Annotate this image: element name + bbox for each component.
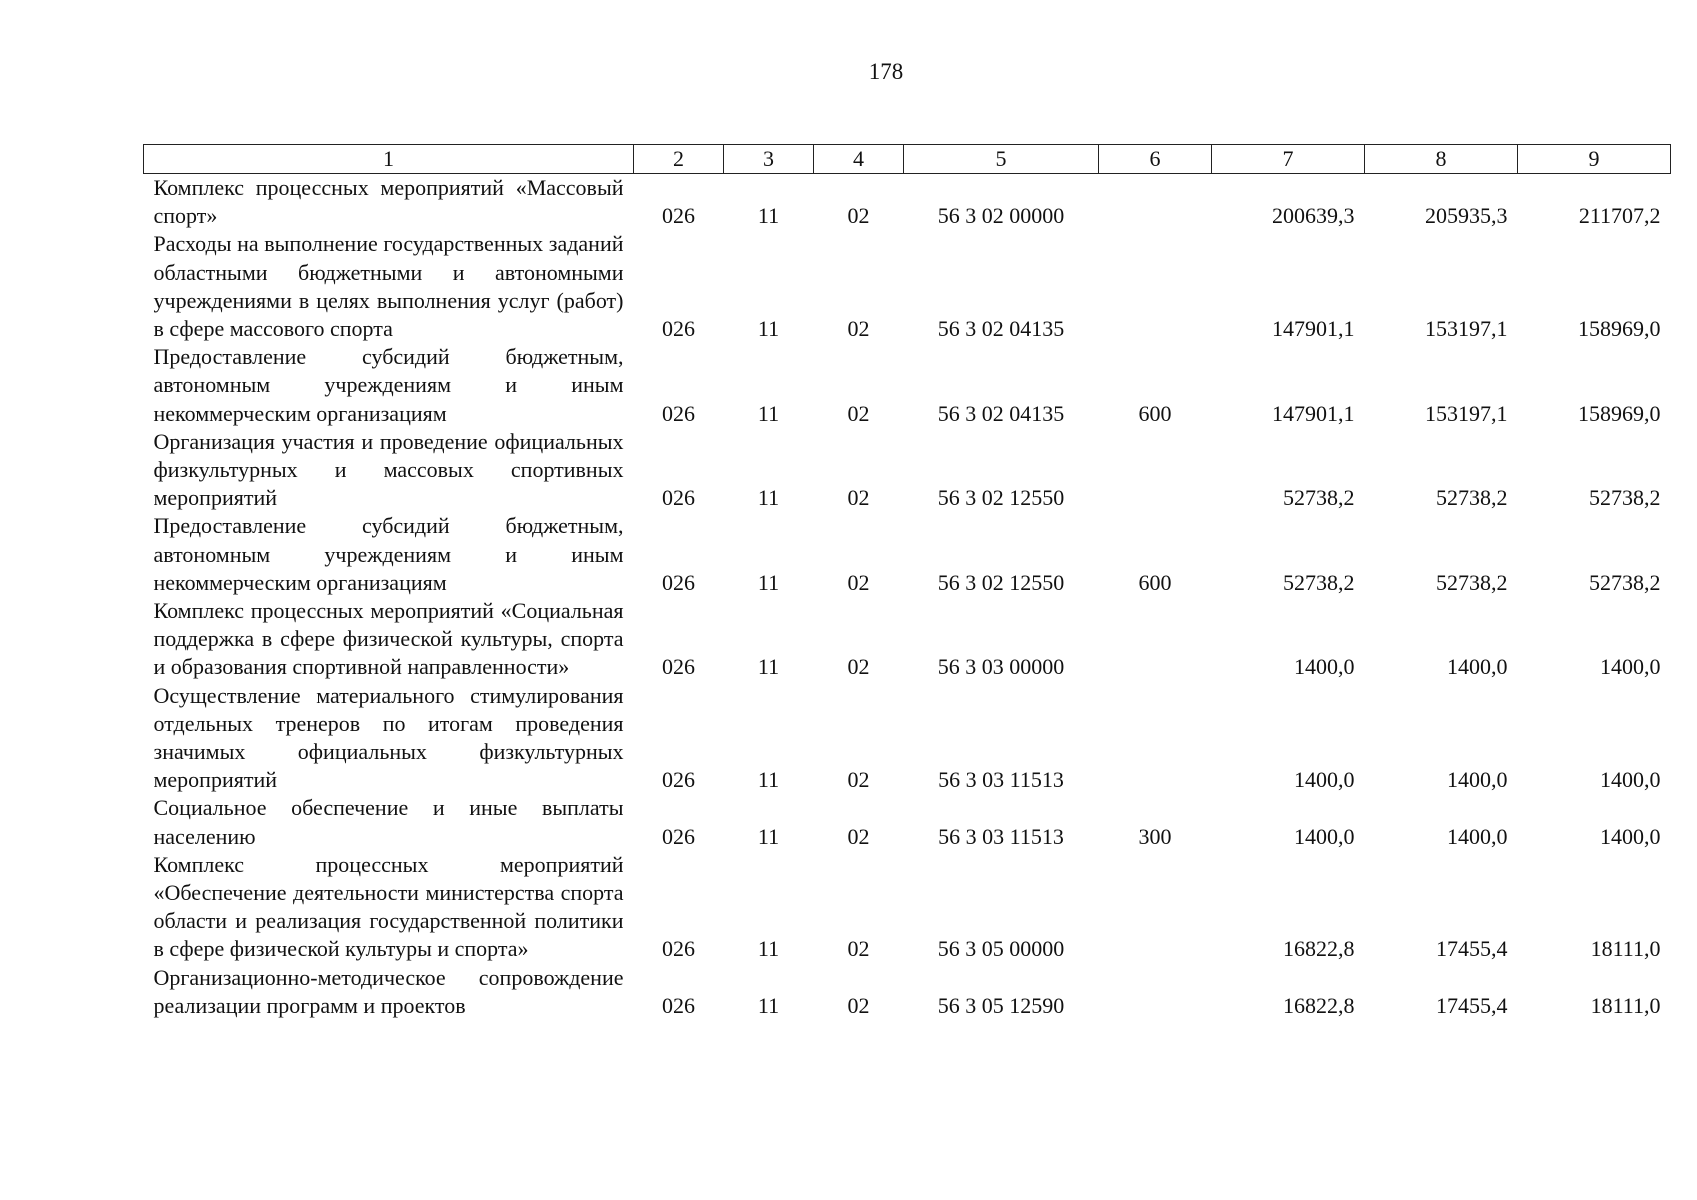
cell-section-code: 11 [757,823,780,849]
cell-expense-kind [1099,174,1212,231]
table-row [144,851,1671,964]
cell-amount-col9: 158969,0 [1578,400,1661,426]
cell-amount-col8: 1400,0 [1447,767,1508,793]
column-header: 5 [904,145,1099,174]
cell-section-code: 11 [757,992,780,1018]
cell-amount-col9: 1400,0 [1600,823,1661,849]
cell-section-code: 11 [757,485,780,511]
cell-expense-kind [1099,597,1212,682]
row-name: Комплекс процессных мероприятий «Массовый спорт» [153,175,624,229]
column-header: 1 [144,145,634,174]
cell-ministry-code: 026 [662,936,695,962]
cell-expense-kind [1099,230,1212,343]
cell-amount-col8: 52738,2 [1436,569,1508,595]
cell-expense-kind: 600 [1138,569,1172,595]
cell-amount-col8: 17455,4 [1436,936,1508,962]
column-header: 4 [814,145,904,174]
cell-amount-col9: 1400,0 [1600,767,1661,793]
row-name: Организационно-методическое сопровождение реализации программ и проектов [153,964,624,1018]
cell-ministry-code: 026 [662,569,695,595]
cell-section-code: 11 [757,767,780,793]
cell-amount-col8: 153197,1 [1425,316,1508,342]
cell-subsection-code: 02 [847,203,870,229]
table-row [144,597,1671,682]
cell-amount-col7: 16822,8 [1283,936,1355,962]
column-header: 2 [634,145,724,174]
cell-target-article: 56 3 02 00000 [937,203,1065,229]
cell-ministry-code: 026 [662,823,695,849]
cell-target-article: 56 3 02 04135 [937,316,1065,342]
cell-expense-kind [1099,682,1212,795]
table-row [144,794,1671,850]
row-name: Организация участия и проведение официальных физкультурных и массовых спортивных мероприятий [153,428,624,511]
cell-amount-col7: 52738,2 [1283,569,1355,595]
table-row [144,428,1671,513]
cell-section-code: 11 [757,400,780,426]
cell-subsection-code: 02 [847,400,870,426]
cell-amount-col9: 18111,0 [1590,936,1661,962]
table-row [144,230,1671,343]
row-name: Комплекс процессных мероприятий «Социальная поддержка в сфере физической культуры, спорта и образования спортивной направленности» [153,598,624,680]
cell-expense-kind: 600 [1138,400,1172,426]
cell-ministry-code: 026 [662,316,695,342]
page-number: 178 [868,59,904,84]
cell-target-article: 56 3 05 00000 [937,936,1065,962]
table-row [144,964,1671,1020]
cell-ministry-code: 026 [662,992,695,1018]
cell-subsection-code: 02 [847,569,870,595]
cell-amount-col7: 1400,0 [1294,767,1355,793]
row-name: Предоставление субсидий бюджетным, автономным учреждениям и иным некоммерческим организациям [153,344,624,426]
column-header: 6 [1099,145,1212,174]
column-header: 9 [1518,145,1671,174]
cell-amount-col9: 158969,0 [1578,316,1661,342]
cell-amount-col9: 18111,0 [1590,992,1661,1018]
cell-target-article: 56 3 02 12550 [937,485,1065,511]
row-name: Предоставление субсидий бюджетным, автономным учреждениям и иным некоммерческим организациям [153,513,624,595]
cell-amount-col8: 1400,0 [1447,654,1508,680]
cell-amount-col7: 1400,0 [1294,823,1355,849]
cell-subsection-code: 02 [847,823,870,849]
column-header: 8 [1365,145,1518,174]
cell-ministry-code: 026 [662,767,695,793]
cell-target-article: 56 3 02 12550 [937,569,1065,595]
cell-subsection-code: 02 [847,316,870,342]
column-header: 3 [724,145,814,174]
cell-expense-kind [1099,964,1212,1020]
cell-section-code: 11 [757,936,780,962]
budget-table [143,144,1671,1020]
cell-expense-kind [1099,851,1212,964]
cell-target-article: 56 3 03 11513 [938,767,1064,793]
column-header: 7 [1212,145,1365,174]
cell-target-article: 56 3 03 11513 [938,823,1064,849]
table-row [144,512,1671,597]
cell-amount-col9: 52738,2 [1589,569,1661,595]
cell-ministry-code: 026 [662,400,695,426]
cell-target-article: 56 3 02 04135 [937,400,1065,426]
cell-section-code: 11 [757,569,780,595]
cell-ministry-code: 026 [662,203,695,229]
cell-amount-col8: 52738,2 [1436,485,1508,511]
cell-amount-col7: 52738,2 [1283,485,1355,511]
table-row [144,682,1671,795]
cell-section-code: 11 [757,203,780,229]
cell-section-code: 11 [757,316,780,342]
cell-amount-col7: 147901,1 [1272,400,1355,426]
cell-subsection-code: 02 [847,485,870,511]
cell-amount-col8: 205935,3 [1425,203,1508,229]
cell-amount-col8: 17455,4 [1436,992,1508,1018]
table-row [144,174,1671,231]
cell-subsection-code: 02 [847,936,870,962]
cell-amount-col9: 52738,2 [1589,485,1661,511]
cell-target-article: 56 3 03 00000 [937,654,1065,680]
cell-amount-col7: 147901,1 [1272,316,1355,342]
cell-subsection-code: 02 [847,654,870,680]
cell-expense-kind [1099,428,1212,513]
row-name: Осуществление материального стимулирования отдельных тренеров по итогам проведения значимых официальных физкультурных мероприятий [153,682,624,793]
header-row [144,145,1671,174]
cell-amount-col7: 16822,8 [1283,992,1355,1018]
cell-target-article: 56 3 05 12590 [937,992,1065,1018]
cell-amount-col9: 211707,2 [1578,203,1661,229]
cell-ministry-code: 026 [662,485,695,511]
cell-amount-col8: 153197,1 [1425,400,1508,426]
cell-amount-col7: 200639,3 [1272,203,1355,229]
cell-subsection-code: 02 [847,767,870,793]
cell-amount-col8: 1400,0 [1447,823,1508,849]
cell-amount-col7: 1400,0 [1294,654,1355,680]
row-name: Социальное обеспечение и иные выплаты населению [153,795,624,849]
table-row [144,343,1671,428]
table-body [144,174,1671,1021]
cell-expense-kind: 300 [1138,823,1172,849]
cell-section-code: 11 [757,654,780,680]
row-name: Расходы на выполнение государственных заданий областными бюджетными и автономными учреждениями в целях выполнения услуг (работ) в сфере массового спорта [153,231,624,342]
cell-amount-col9: 1400,0 [1600,654,1661,680]
row-name: Комплекс процессных мероприятий «Обеспечение деятельности министерства спорта области и реализация государственной политики в сфере физической культуры и спорта» [153,851,624,962]
cell-subsection-code: 02 [847,992,870,1018]
cell-ministry-code: 026 [662,654,695,680]
